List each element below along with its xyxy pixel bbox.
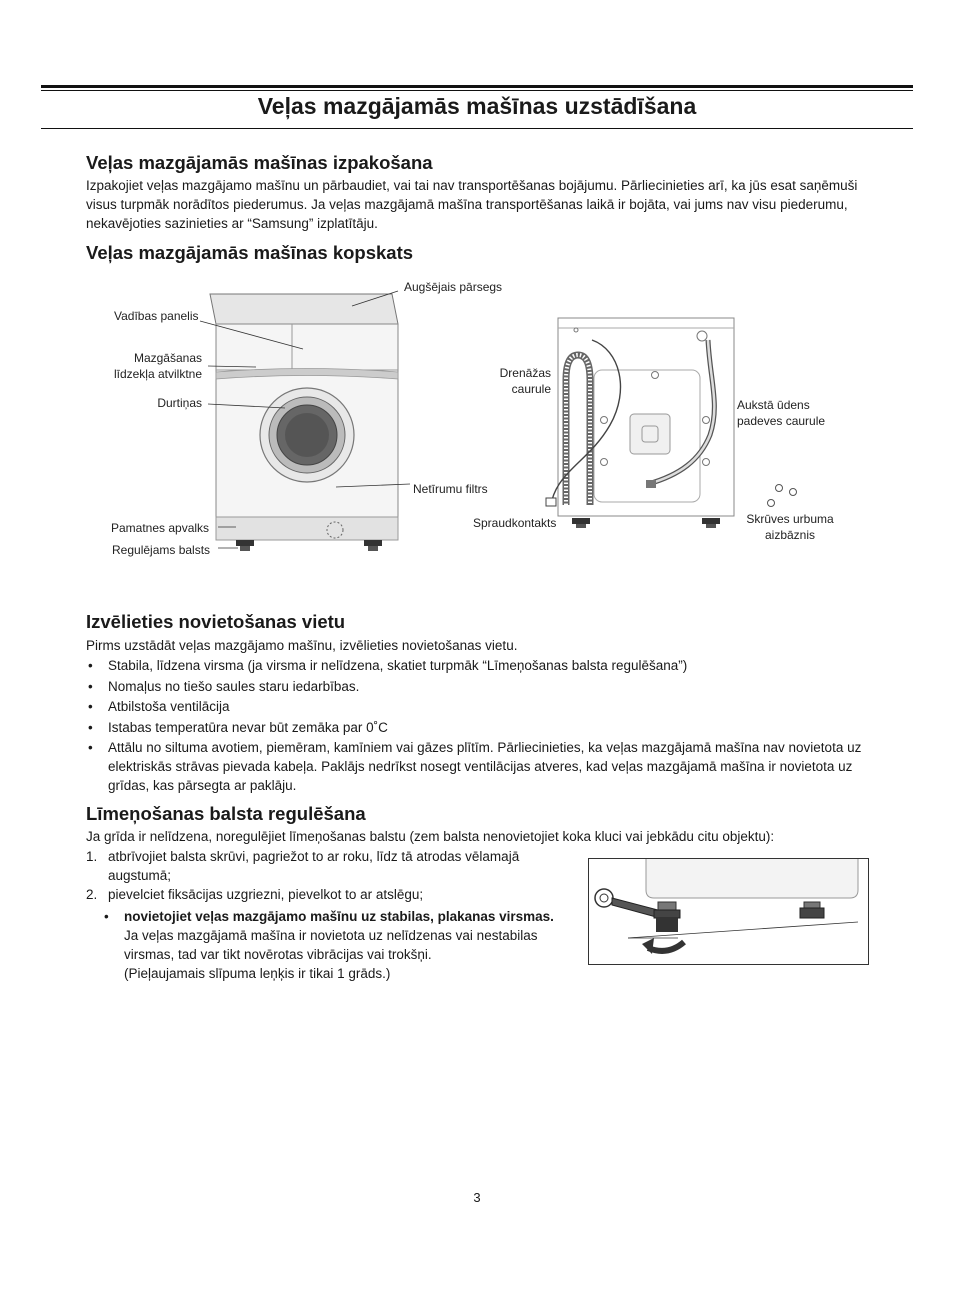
list-item: • Atbilstoša ventilācija bbox=[86, 697, 876, 716]
label-leveling-leg: Regulējams balsts bbox=[112, 543, 211, 557]
leveling-steps bbox=[86, 847, 576, 904]
page-number: 3 bbox=[473, 1190, 481, 1205]
label-water-inlet-hose: Aukstā ūdens padeves caurule bbox=[737, 398, 826, 428]
unpacking-text: Izpakojiet veļas mazgājamo mašīnu un pārbaudiet, vai tai nav transportēšanas bojājumu. Pārliecinieties arī, ka jūs esat saņēmuši visus turpmāk norādītos piederumus. Ja veļas mazgājamā mašīna transportēšanas laikā ir bojāta, vai jums nav visu piederumu, nekavējoties sazinieties ar “Samsung” izplatītāju. bbox=[86, 178, 858, 231]
leveling-leg-illustration bbox=[588, 858, 869, 965]
leveling-intro: Ja grīda ir nelīdzena, noregulējiet līmeņošanas balstu (zem balsta nenovietojiet koka kluci vai jebkādu citu objektu): bbox=[86, 829, 775, 844]
label-door: Durtiņas bbox=[157, 396, 202, 410]
list-item: • Attālu no siltuma avotiem, piemēram, kamīniem vai gāzes plītīm. Pārliecinieties, ka veļas mazgājamā mašīna nav novietota uz elektriskās strāvas pievada kabeļa. Paklājs nedrīkst nosegt ventilācijas atveres, kad veļas mazgājamā mašīna ir novietota uz grīdas, kas pārsegta ar paklāju. bbox=[86, 738, 876, 795]
list-item: • Stabila, līdzena virsma (ja virsma ir nelīdzena, skatiet turpmāk “Līmeņošanas balsta regulēšana”) bbox=[86, 656, 876, 675]
location-bullet-list bbox=[86, 656, 876, 797]
label-detergent-drawer: Mazgāšanas līdzekļa atvilktne bbox=[113, 351, 202, 381]
label-power-plug: Spraudkontakts bbox=[473, 516, 557, 530]
title-rule bbox=[41, 128, 913, 129]
section-heading-unpacking: Veļas mazgājamās mašīnas izpakošana bbox=[86, 152, 433, 173]
section-heading-location: Izvēlieties novietošanas vietu bbox=[86, 611, 346, 632]
washer-front-illustration bbox=[0, 275, 480, 565]
label-bolt-hole-cap: Skrūves urbuma aizbāznis bbox=[746, 512, 834, 542]
label-filter: Netīrumu filtrs bbox=[413, 482, 488, 496]
section-heading-leveling: Līmeņošanas balsta regulēšana bbox=[86, 803, 366, 824]
list-item: • Istabas temperatūra nevar būt zemāka par 0˚C bbox=[86, 718, 876, 737]
label-base-cover: Pamatnes apvalks bbox=[111, 521, 210, 535]
top-rule-thick bbox=[41, 85, 913, 88]
label-control-panel: Vadības panelis bbox=[114, 309, 199, 323]
list-item: 1. atbrīvojiet balsta skrūvi, pagriežot to ar roku, līdz tā atrodas vēlamajā augstumā; bbox=[86, 849, 520, 883]
list-item: • Nomaļus no tiešo saules staru iedarbības. bbox=[86, 677, 876, 696]
top-rule-thin bbox=[41, 90, 913, 91]
leveling-sub-bullet: • novietojiet veļas mazgājamo mašīnu uz stabilas, plakanas virsmas. Ja veļas mazgājamā mašīna ir novietota uz nelīdzenas vai nestabilas virsmas, tad var tikt novērotas vibrācijas vai trokšņi. (Pieļaujamais slīpuma leņķis ir tikai 1 grāds.) bbox=[104, 909, 554, 981]
label-drain-hose: Drenāžas caurule bbox=[499, 366, 551, 396]
list-item: 2. pievelciet fiksācijas uzgriezni, pievelkot to ar atslēgu; bbox=[86, 887, 424, 902]
label-top-cover: Augšējais pārsegs bbox=[404, 280, 503, 294]
location-intro: Pirms uzstādāt veļas mazgājamo mašīnu, izvēlieties novietošanas vietu. bbox=[86, 638, 518, 653]
page-title: Veļas mazgājamās mašīnas uzstādīšana bbox=[257, 93, 697, 119]
section-heading-overview: Veļas mazgājamās mašīnas kopskats bbox=[86, 242, 414, 263]
